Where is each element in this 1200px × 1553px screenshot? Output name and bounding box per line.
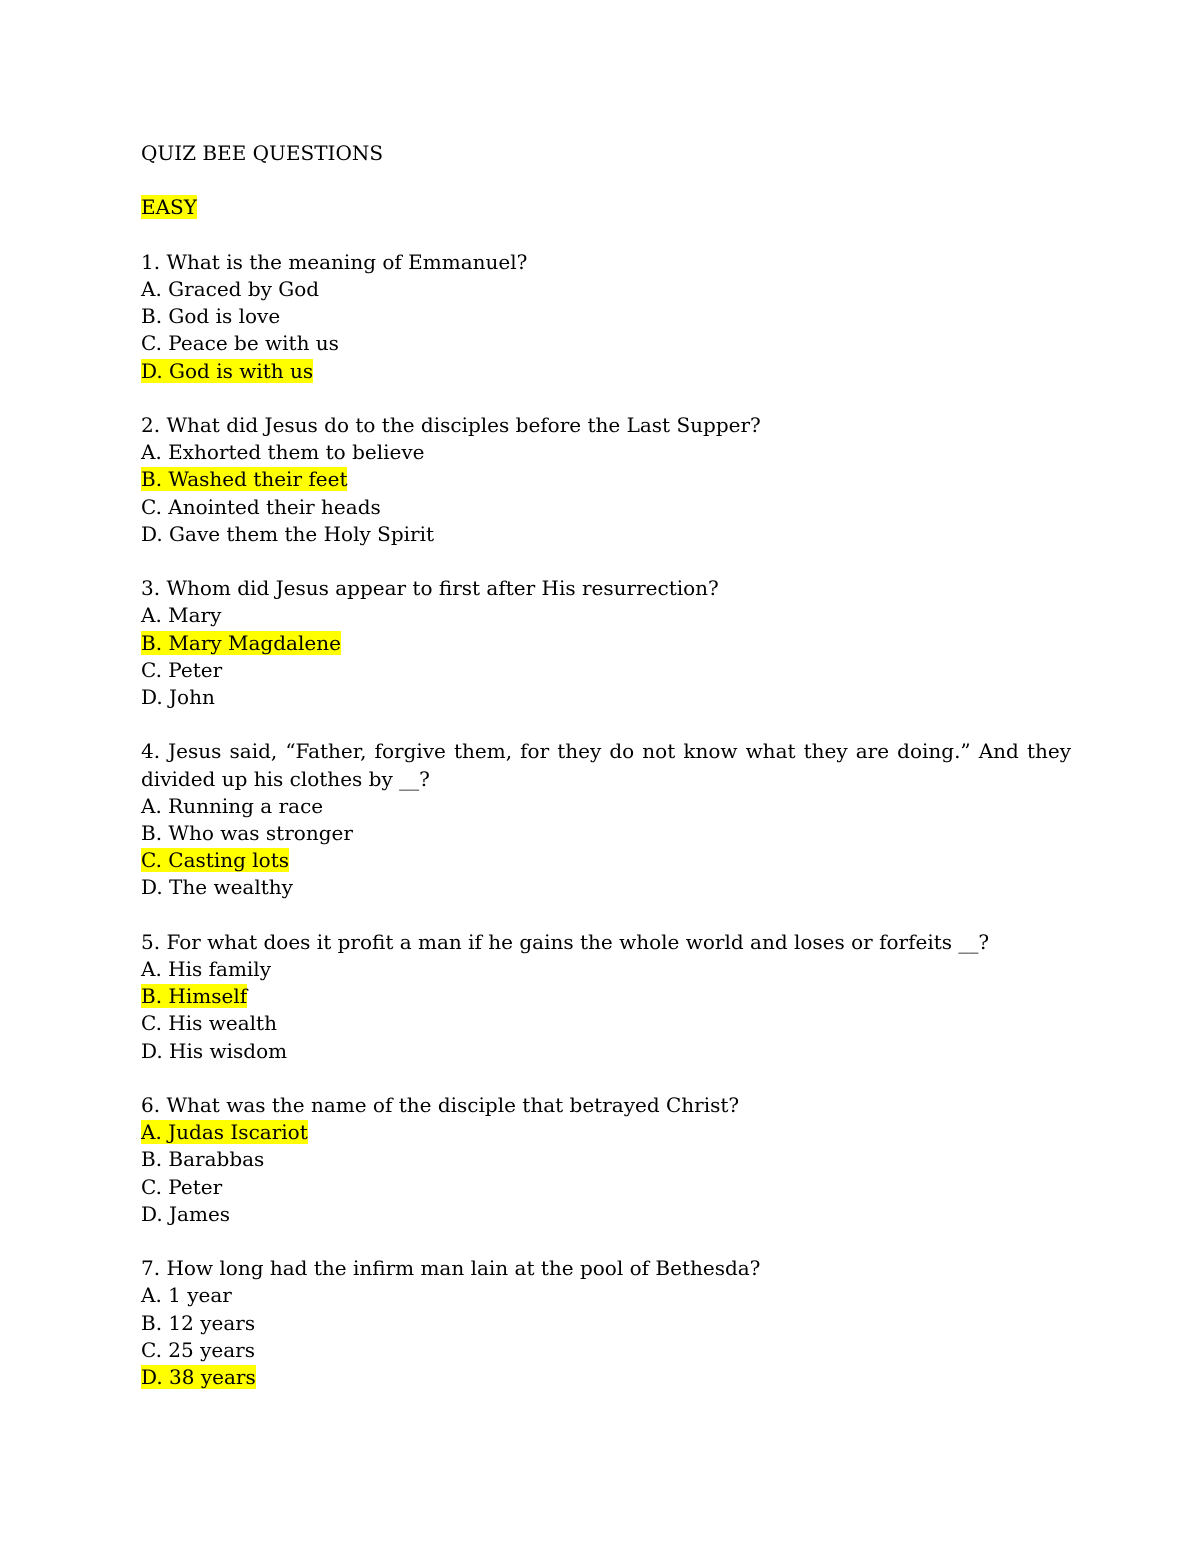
answer-choice xyxy=(141,956,1071,983)
question-item xyxy=(141,1255,1071,1391)
answer-text: D. James xyxy=(141,1201,231,1226)
answer-choice xyxy=(141,1010,1071,1037)
question-item xyxy=(141,738,1071,901)
answer-choice xyxy=(141,494,1071,521)
answer-choice xyxy=(141,820,1071,847)
answer-text: B. Barabbas xyxy=(141,1147,265,1172)
answer-text: C. Peter xyxy=(141,657,223,682)
answer-choices xyxy=(141,1119,1071,1228)
correct-answer-choice xyxy=(141,1364,1071,1391)
answer-choice xyxy=(141,330,1071,357)
answer-choice xyxy=(141,602,1071,629)
correct-answer-choice xyxy=(141,983,1071,1010)
question-text: 1. What is the meaning of Emmanuel? xyxy=(141,249,528,274)
difficulty-block xyxy=(141,194,1071,221)
answer-choice xyxy=(141,1038,1071,1065)
answer-choice xyxy=(141,1146,1071,1173)
answer-text: A. 1 year xyxy=(141,1283,232,1308)
question-item xyxy=(141,1092,1071,1228)
highlighted-answer-text: B. Mary Magdalene xyxy=(141,630,341,655)
correct-answer-choice xyxy=(141,847,1071,874)
highlighted-answer-text: B. Himself xyxy=(141,984,248,1009)
answer-text: B. God is love xyxy=(141,304,281,329)
answer-text: A. Mary xyxy=(141,603,222,628)
correct-answer-choice xyxy=(141,358,1071,385)
highlighted-answer-text: D. 38 years xyxy=(141,1365,256,1390)
answer-choice xyxy=(141,303,1071,330)
answer-choice xyxy=(141,874,1071,901)
question-item xyxy=(141,412,1071,548)
highlighted-answer-text: B. Washed their feet xyxy=(141,467,348,492)
answer-text: C. 25 years xyxy=(141,1337,255,1362)
answer-choices xyxy=(141,276,1071,385)
document-title: QUIZ BEE QUESTIONS xyxy=(141,141,384,165)
question-text: 7. How long had the infirm man lain at the pool of Bethesda? xyxy=(141,1256,761,1281)
correct-answer-choice xyxy=(141,1119,1071,1146)
answer-text: A. Running a race xyxy=(141,793,324,818)
answer-choices xyxy=(141,602,1071,711)
answer-text: D. The wealthy xyxy=(141,875,293,900)
answer-choice xyxy=(141,1310,1071,1337)
answer-choices xyxy=(141,439,1071,548)
answer-choice xyxy=(141,1201,1071,1228)
question-list xyxy=(141,249,1071,1391)
answer-text: C. His wealth xyxy=(141,1011,277,1036)
answer-choices xyxy=(141,793,1071,902)
difficulty-level-label: EASY xyxy=(141,195,197,220)
answer-text: C. Peace be with us xyxy=(141,331,339,356)
answer-choice xyxy=(141,1337,1071,1364)
answer-text: A. Graced by God xyxy=(141,276,320,301)
answer-choice xyxy=(141,521,1071,548)
question-text: 5. For what does it profit a man if he gains the whole world and loses or forfeits __? xyxy=(141,929,990,954)
answer-text: D. Gave them the Holy Spirit xyxy=(141,521,435,546)
answer-text: C. Peter xyxy=(141,1174,223,1199)
title-block xyxy=(141,140,1071,167)
question-item xyxy=(141,575,1071,711)
answer-text: D. His wisdom xyxy=(141,1038,288,1063)
highlighted-answer-text: C. Casting lots xyxy=(141,848,290,873)
answer-text: C. Anointed their heads xyxy=(141,494,381,519)
answer-text: A. His family xyxy=(141,957,271,981)
question-text: 4. Jesus said, “Father, forgive them, for they do not know what they are doing.” And they divided up his clothes by __? xyxy=(141,739,1071,791)
correct-answer-choice xyxy=(141,630,1071,657)
answer-choices xyxy=(141,956,1071,1065)
answer-choice xyxy=(141,276,1071,303)
question-text: 6. What was the name of the disciple that betrayed Christ? xyxy=(141,1093,740,1117)
highlighted-answer-text: A. Judas Iscariot xyxy=(141,1120,308,1145)
answer-text: B. Who was stronger xyxy=(141,821,353,845)
answer-choice xyxy=(141,1174,1071,1201)
document-page xyxy=(141,140,1071,1391)
correct-answer-choice xyxy=(141,466,1071,493)
answer-text: D. John xyxy=(141,685,215,709)
answer-choices xyxy=(141,1282,1071,1391)
answer-choice xyxy=(141,1282,1071,1309)
answer-text: B. 12 years xyxy=(141,1310,256,1335)
question-item xyxy=(141,929,1071,1065)
question-item xyxy=(141,249,1071,385)
question-text: 3. Whom did Jesus appear to first after His resurrection? xyxy=(141,576,719,601)
answer-text: A. Exhorted them to believe xyxy=(141,440,425,465)
answer-choice xyxy=(141,439,1071,466)
answer-choice xyxy=(141,657,1071,684)
question-text: 2. What did Jesus do to the disciples before the Last Supper? xyxy=(141,412,761,437)
answer-choice xyxy=(141,793,1071,820)
highlighted-answer-text: D. God is with us xyxy=(141,358,314,383)
answer-choice xyxy=(141,684,1071,711)
